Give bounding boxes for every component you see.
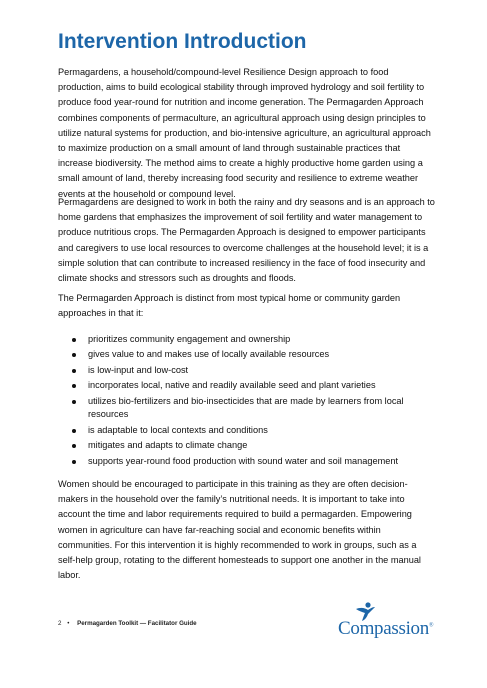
intro-paragraph: Permagardens, a household/compound-level Resilience Design approach to food production, aims to build ecological stability through improved hydrology and soil fertility to produce food year-round for nutrition and income generation. The Permagarden Approach combines components of permaculture, an agricultural approach using design principles to utilize natural systems for production, and bio-intensive agriculture, an agricultural approach to maximize production on a small amount of land through sustainable practices that increase biodiversity. The method aims to create a highly productive home garden using a small amount of land, thereby increasing food security and resilience to extreme weather events at the household or compound level. (58, 67, 431, 199)
footer-separator: • (67, 620, 70, 627)
seasons-paragraph: Permagardens are designed to work in both the rainy and dry seasons and is an approach to home gardens that emphasizes the improvement of soil fertility and water management to produce nutritious crops. The Permagarden Approach is designed to empower participants and caregivers to use local resources to overcome challenges at the household level; it is a simple solution that can contribute to increased resiliency in the face of food insecurity and climate shocks and stressors such as droughts and floods. (58, 197, 435, 284)
list-item: utilizes bio-fertilizers and bio-insecticides that are made by learners from local resources (58, 395, 436, 422)
bullet-icon (72, 369, 76, 373)
list-item: is adaptable to local contexts and conditions (58, 424, 436, 437)
bullet-icon (72, 460, 76, 464)
women-participation-paragraph: Women should be encouraged to participate in this training as they are often decision-makers in the household over the family’s nutritional needs. It is important to take into account the time and labor requirements required to build a permagarden. Empowering women in agriculture can have far-reaching social and economic benefits within communities. For this intervention it is highly recommended to work in groups, such as a self-help group, rotating to the different homesteads to support one another in the manual labor. (58, 479, 421, 581)
guide-title: Permagarden Toolkit — Facilitator Guide (77, 620, 197, 627)
bullet-icon (72, 444, 76, 448)
bullet-icon (72, 384, 76, 388)
list-item: supports year-round food production with sound water and soil management (58, 455, 436, 468)
list-item: prioritizes community engagement and ownership (58, 333, 436, 346)
bullet-icon (72, 353, 76, 357)
page-footer (58, 620, 197, 627)
list-item: is low-input and low-cost (58, 364, 436, 377)
distinct-approach-paragraph: The Permagarden Approach is distinct from most typical home or community garden approaches in that it: (58, 293, 401, 319)
compassion-logo (338, 604, 438, 644)
bullet-icon (72, 429, 76, 433)
list-item: incorporates local, native and readily available seed and plant varieties (58, 379, 436, 392)
page-title: Intervention Introduction (58, 30, 307, 53)
page-number: 2 (58, 620, 62, 627)
bullet-icon (72, 400, 76, 404)
bullet-icon (72, 338, 76, 342)
list-item: mitigates and adapts to climate change (58, 439, 436, 452)
approach-features-list (58, 333, 436, 470)
list-item: gives value to and makes use of locally available resources (58, 348, 436, 361)
logo-wordmark: Compassion® (338, 618, 434, 639)
